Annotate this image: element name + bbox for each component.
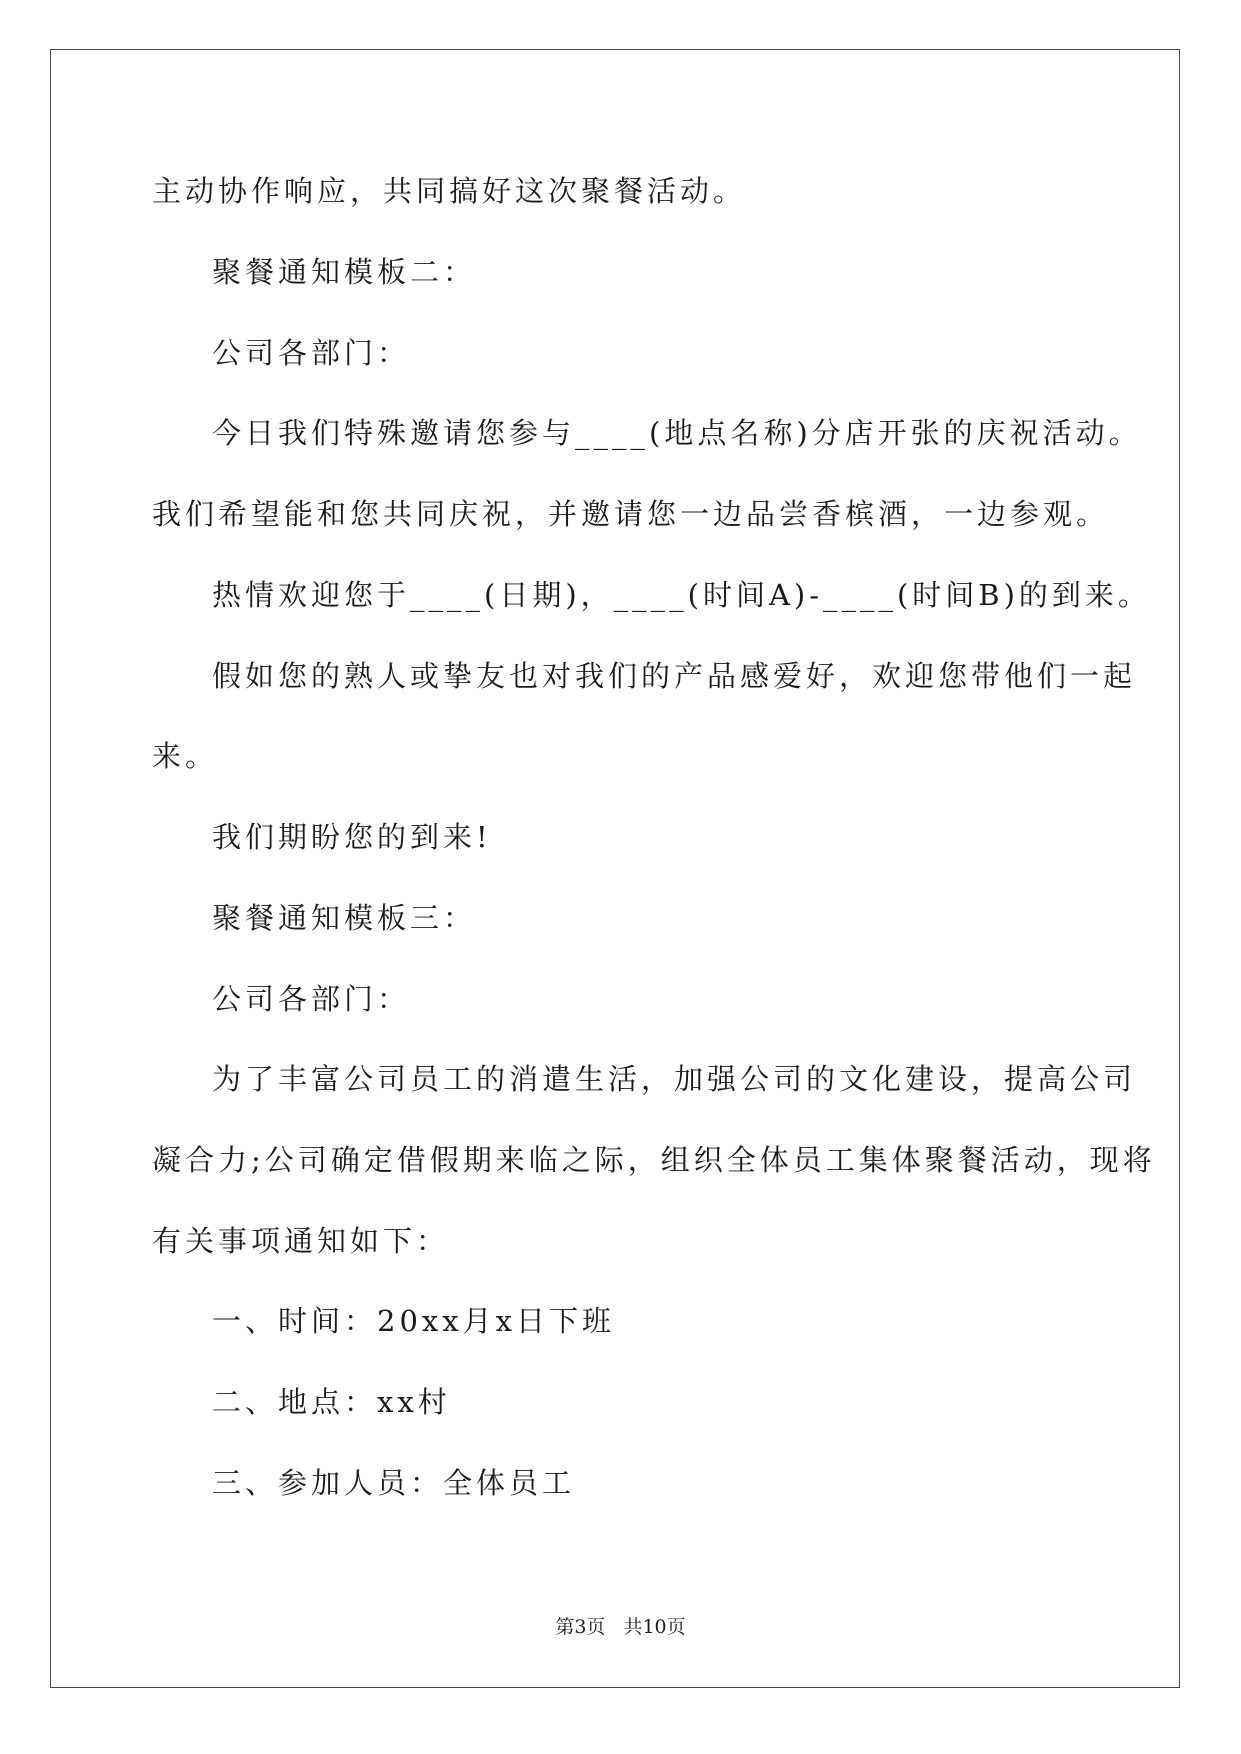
paragraph-line: 假如您的熟人或挚友也对我们的产品感爱好，欢迎您带他们一起 <box>212 659 1137 693</box>
salutation: 公司各部门： <box>212 336 411 370</box>
paragraph-line: 我们希望能和您共同庆祝，并邀请您一边品尝香槟酒，一边参观。 <box>152 497 1110 531</box>
page-total: 共10页 <box>623 1616 686 1638</box>
paragraph-line: 主动协作响应，共同搞好这次聚餐活动。 <box>152 174 747 208</box>
salutation: 公司各部门： <box>212 982 411 1016</box>
section-heading: 聚餐通知模板三： <box>212 901 477 935</box>
page-number: 第3页 <box>555 1616 606 1638</box>
paragraph-line: 今日我们特殊邀请您参与____(地点名称)分店开张的庆祝活动。 <box>212 416 1142 450</box>
paragraph-line: 有关事项通知如下： <box>152 1224 450 1258</box>
list-item: 一、时间：20xx月x日下班 <box>212 1304 615 1338</box>
list-item: 三、参加人员：全体员工 <box>212 1466 576 1500</box>
list-item: 二、地点：xx村 <box>212 1385 451 1419</box>
paragraph-line: 来。 <box>152 739 219 773</box>
paragraph-line: 为了丰富公司员工的消遣生活，加强公司的文化建设，提高公司 <box>212 1062 1137 1096</box>
page-footer <box>0 1612 1241 1639</box>
section-heading: 聚餐通知模板二： <box>212 255 477 289</box>
paragraph-line: 我们期盼您的到来! <box>212 820 492 854</box>
paragraph-line: 凝合力;公司确定借假期来临之际，组织全体员工集体聚餐活动，现将 <box>152 1143 1156 1177</box>
paragraph-line: 热情欢迎您于____(日期)，____(时间A)-____(时间B)的到来。 <box>212 578 1151 612</box>
